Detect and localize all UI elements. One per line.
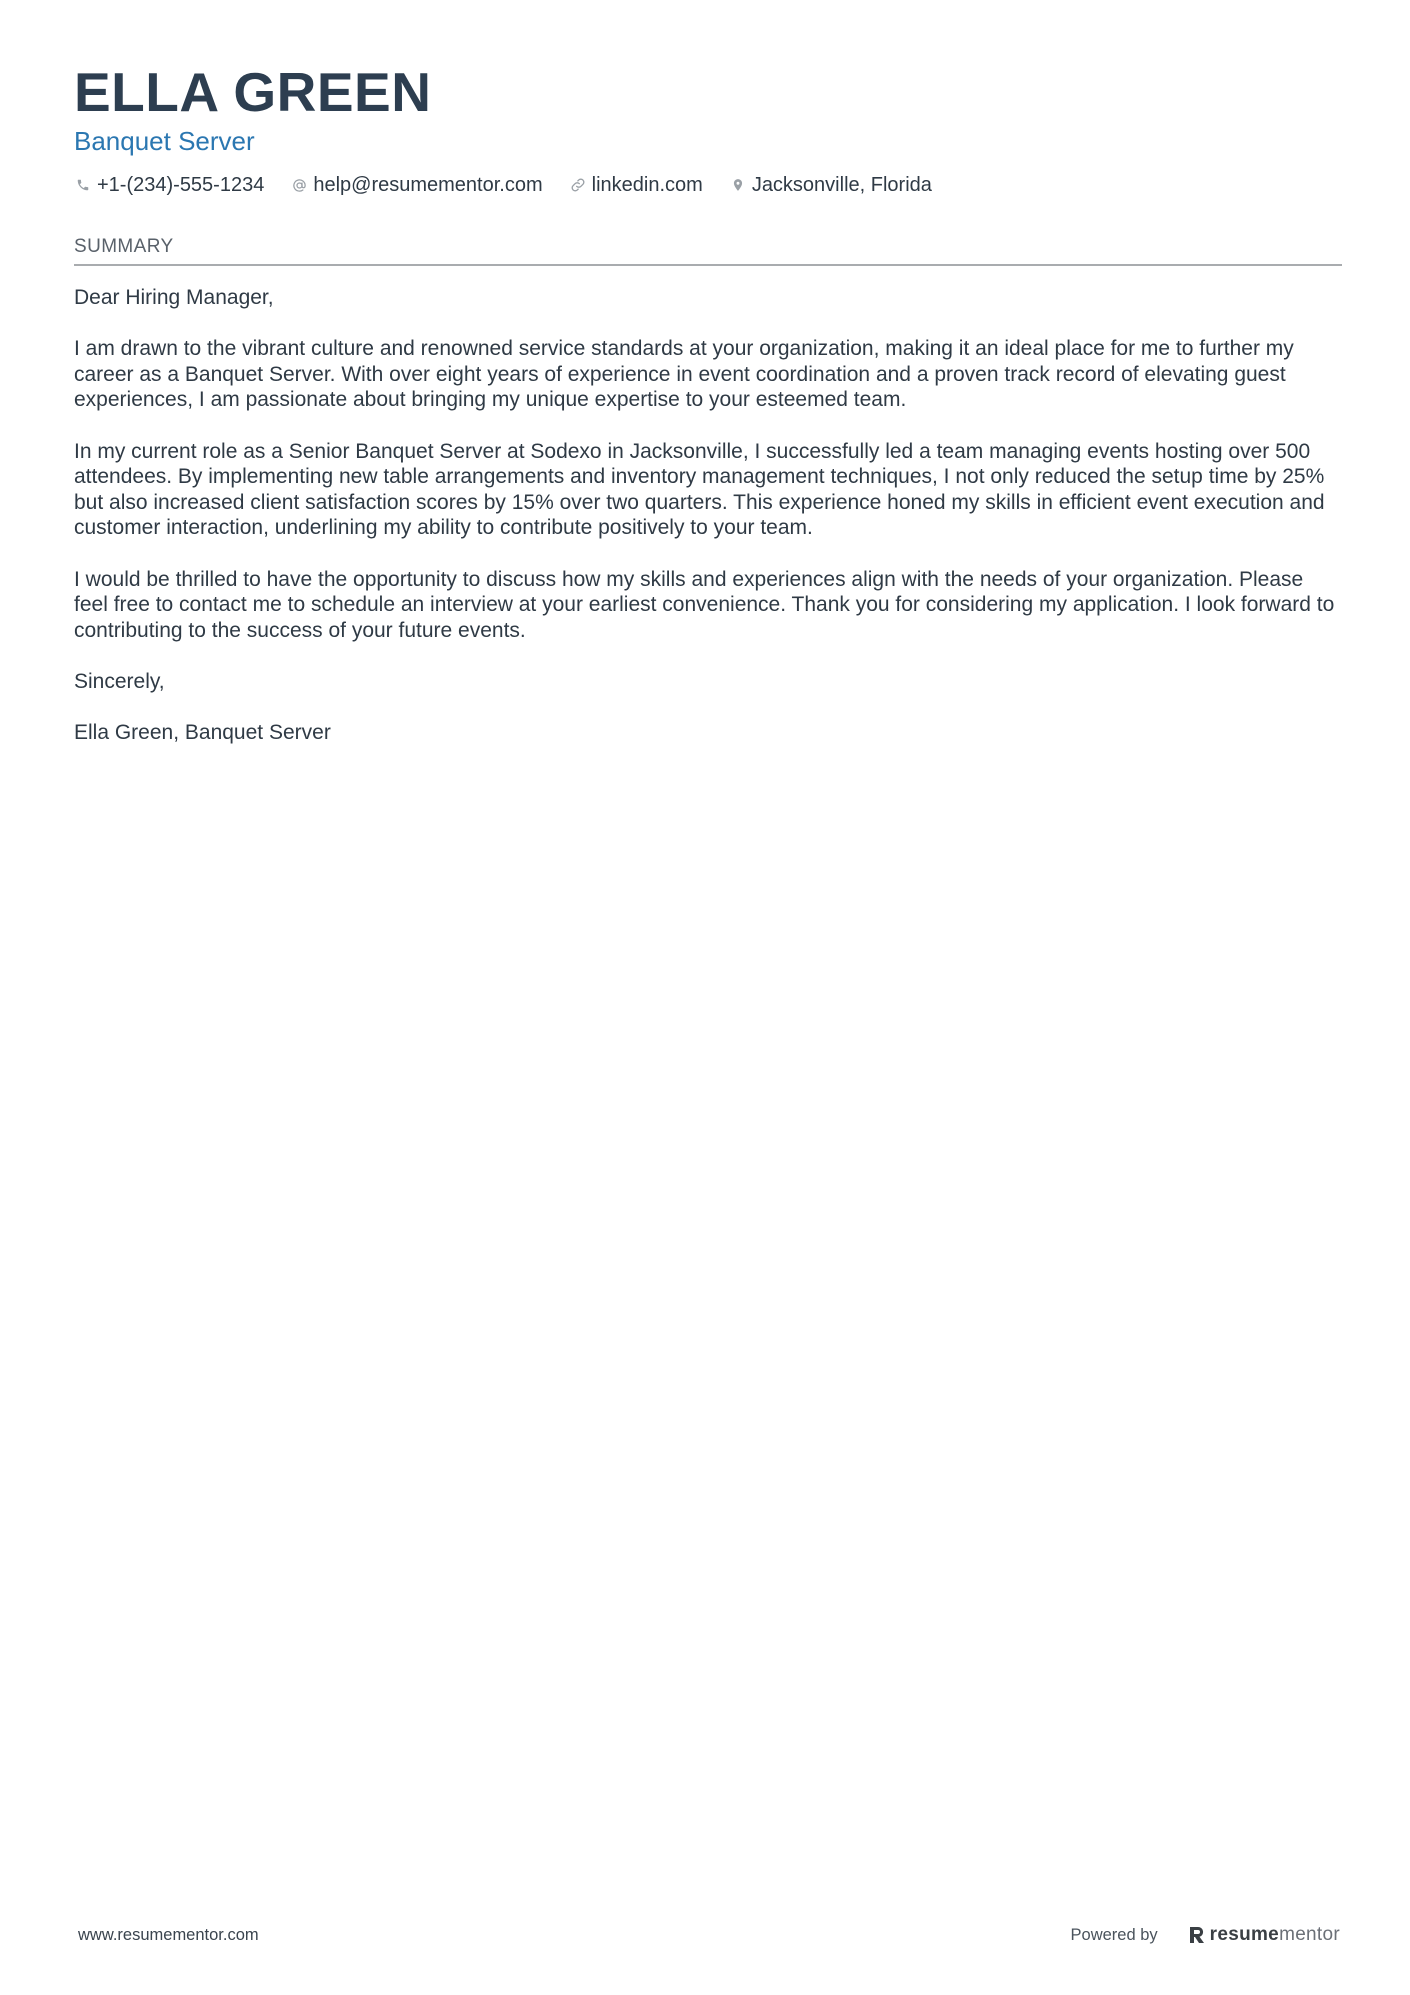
contact-phone-text: +1-(234)-555-1234 xyxy=(97,173,265,196)
powered-by xyxy=(1071,1924,1340,1946)
at-icon xyxy=(290,176,308,194)
contact-email-text[interactable]: help@resumementor.com xyxy=(313,173,543,196)
letter-paragraph-3: I would be thrilled to have the opportunity to discuss how my skills and experiences align with the needs of your organization. Please feel free to contact me to schedule an interview at your earliest convenience. Thank you for considering my application. I look forward to contributing to the success of your future events. xyxy=(74,567,1335,642)
contact-website-text[interactable]: linkedin.com xyxy=(591,173,703,196)
location-pin-icon xyxy=(729,176,747,194)
letter-closing: Sincerely, xyxy=(74,669,165,693)
contact-location xyxy=(729,174,932,197)
brand-name-light: mentor xyxy=(1279,1924,1340,1945)
letter-paragraph-1: I am drawn to the vibrant culture and renowned service standards at your organization, making it an ideal place for me to further my career as a Banquet Server. With over eight years of experience in event coordination and a proven track record of elevating guest experiences, I am passionate about bringing my unique expertise to your esteemed team. xyxy=(74,337,1294,412)
section-title-summary: SUMMARY xyxy=(74,234,1342,266)
link-icon xyxy=(569,176,587,194)
powered-by-label: Powered by xyxy=(1070,1925,1158,1944)
phone-icon xyxy=(74,176,92,194)
contact-phone xyxy=(74,174,264,197)
candidate-name: ELLA GREEN xyxy=(74,61,432,123)
candidate-role: Banquet Server xyxy=(74,126,255,156)
contact-bar xyxy=(74,170,1342,200)
letter-body xyxy=(74,285,1342,746)
contact-website[interactable] xyxy=(569,174,703,197)
contact-location-text: Jacksonville, Florida xyxy=(751,173,932,196)
page-footer xyxy=(78,1920,1340,1950)
brand-logo[interactable] xyxy=(1188,1924,1340,1946)
contact-email[interactable] xyxy=(290,174,542,197)
letter-greeting: Dear Hiring Manager, xyxy=(74,286,274,309)
letter-signature: Ella Green, Banquet Server xyxy=(74,721,331,745)
brand-name-bold: resume xyxy=(1209,1924,1280,1945)
cover-letter-page xyxy=(74,58,1342,771)
footer-website[interactable]: www.resumementor.com xyxy=(78,1925,259,1944)
brand-mark-icon xyxy=(1188,1925,1206,1945)
letter-paragraph-2: In my current role as a Senior Banquet Server at Sodexo in Jacksonville, I successfully led a team managing events hosting over 500 attendees. By implementing new table arrangements and inventory management techniques, I not only reduced the setup time by 25% but also increased client satisfaction scores by 15% over two quarters. This experience honed my skills in efficient event execution and customer interaction, underlining my ability to contribute positively to your team. xyxy=(74,439,1325,540)
